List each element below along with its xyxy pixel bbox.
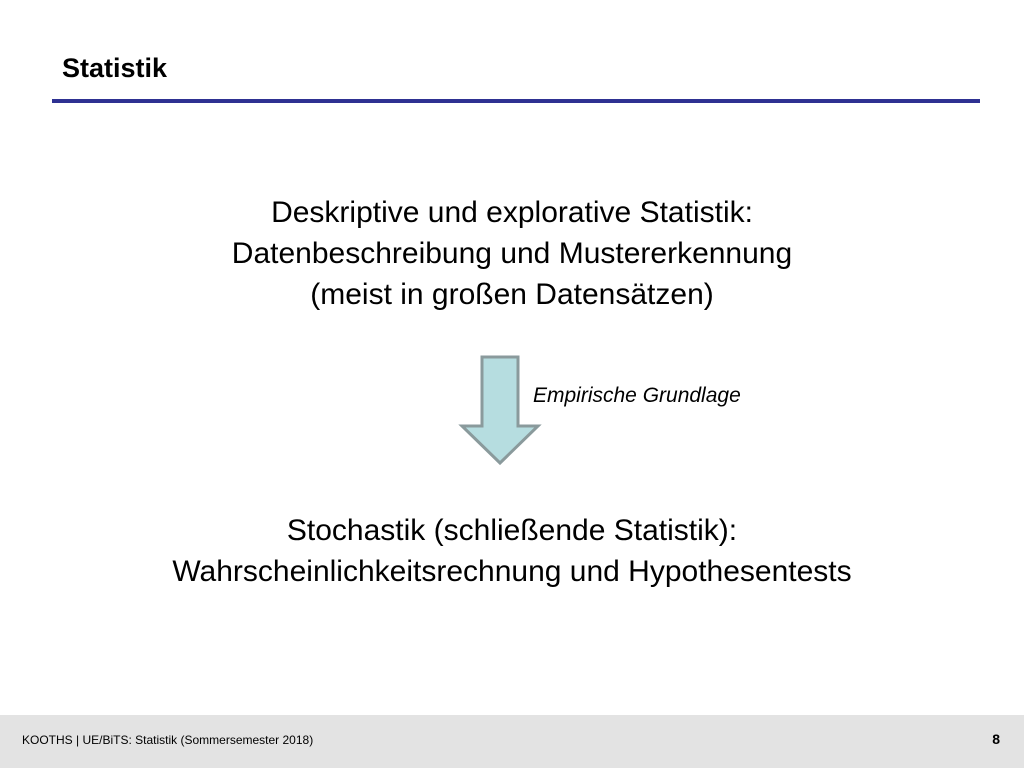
descriptive-line-3: (meist in großen Datensätzen) (310, 278, 714, 311)
footer-bar (0, 715, 1024, 768)
stochastics-line-1: Stochastik (schließende Statistik): (286, 514, 738, 547)
descriptive-line-1: Deskriptive und explorative Statistik: (271, 196, 753, 229)
descriptive-line-2: Datenbeschreibung und Mustererkennung (231, 237, 793, 270)
page-number: 8 (992, 731, 1000, 747)
slide-title: Statistik (62, 53, 168, 83)
footer-text: KOOTHS | UE/BiTS: Statistik (Sommersemester 2018) (22, 733, 314, 747)
stochastics-line-2: Wahrscheinlichkeitsrechnung und Hypothesentests (172, 555, 852, 588)
stochastics-block (0, 510, 1024, 592)
arrow-label: Empirische Grundlage (533, 384, 741, 407)
title-divider (52, 99, 980, 103)
down-arrow-icon (458, 355, 542, 467)
descriptive-statistics-block (0, 192, 1024, 315)
